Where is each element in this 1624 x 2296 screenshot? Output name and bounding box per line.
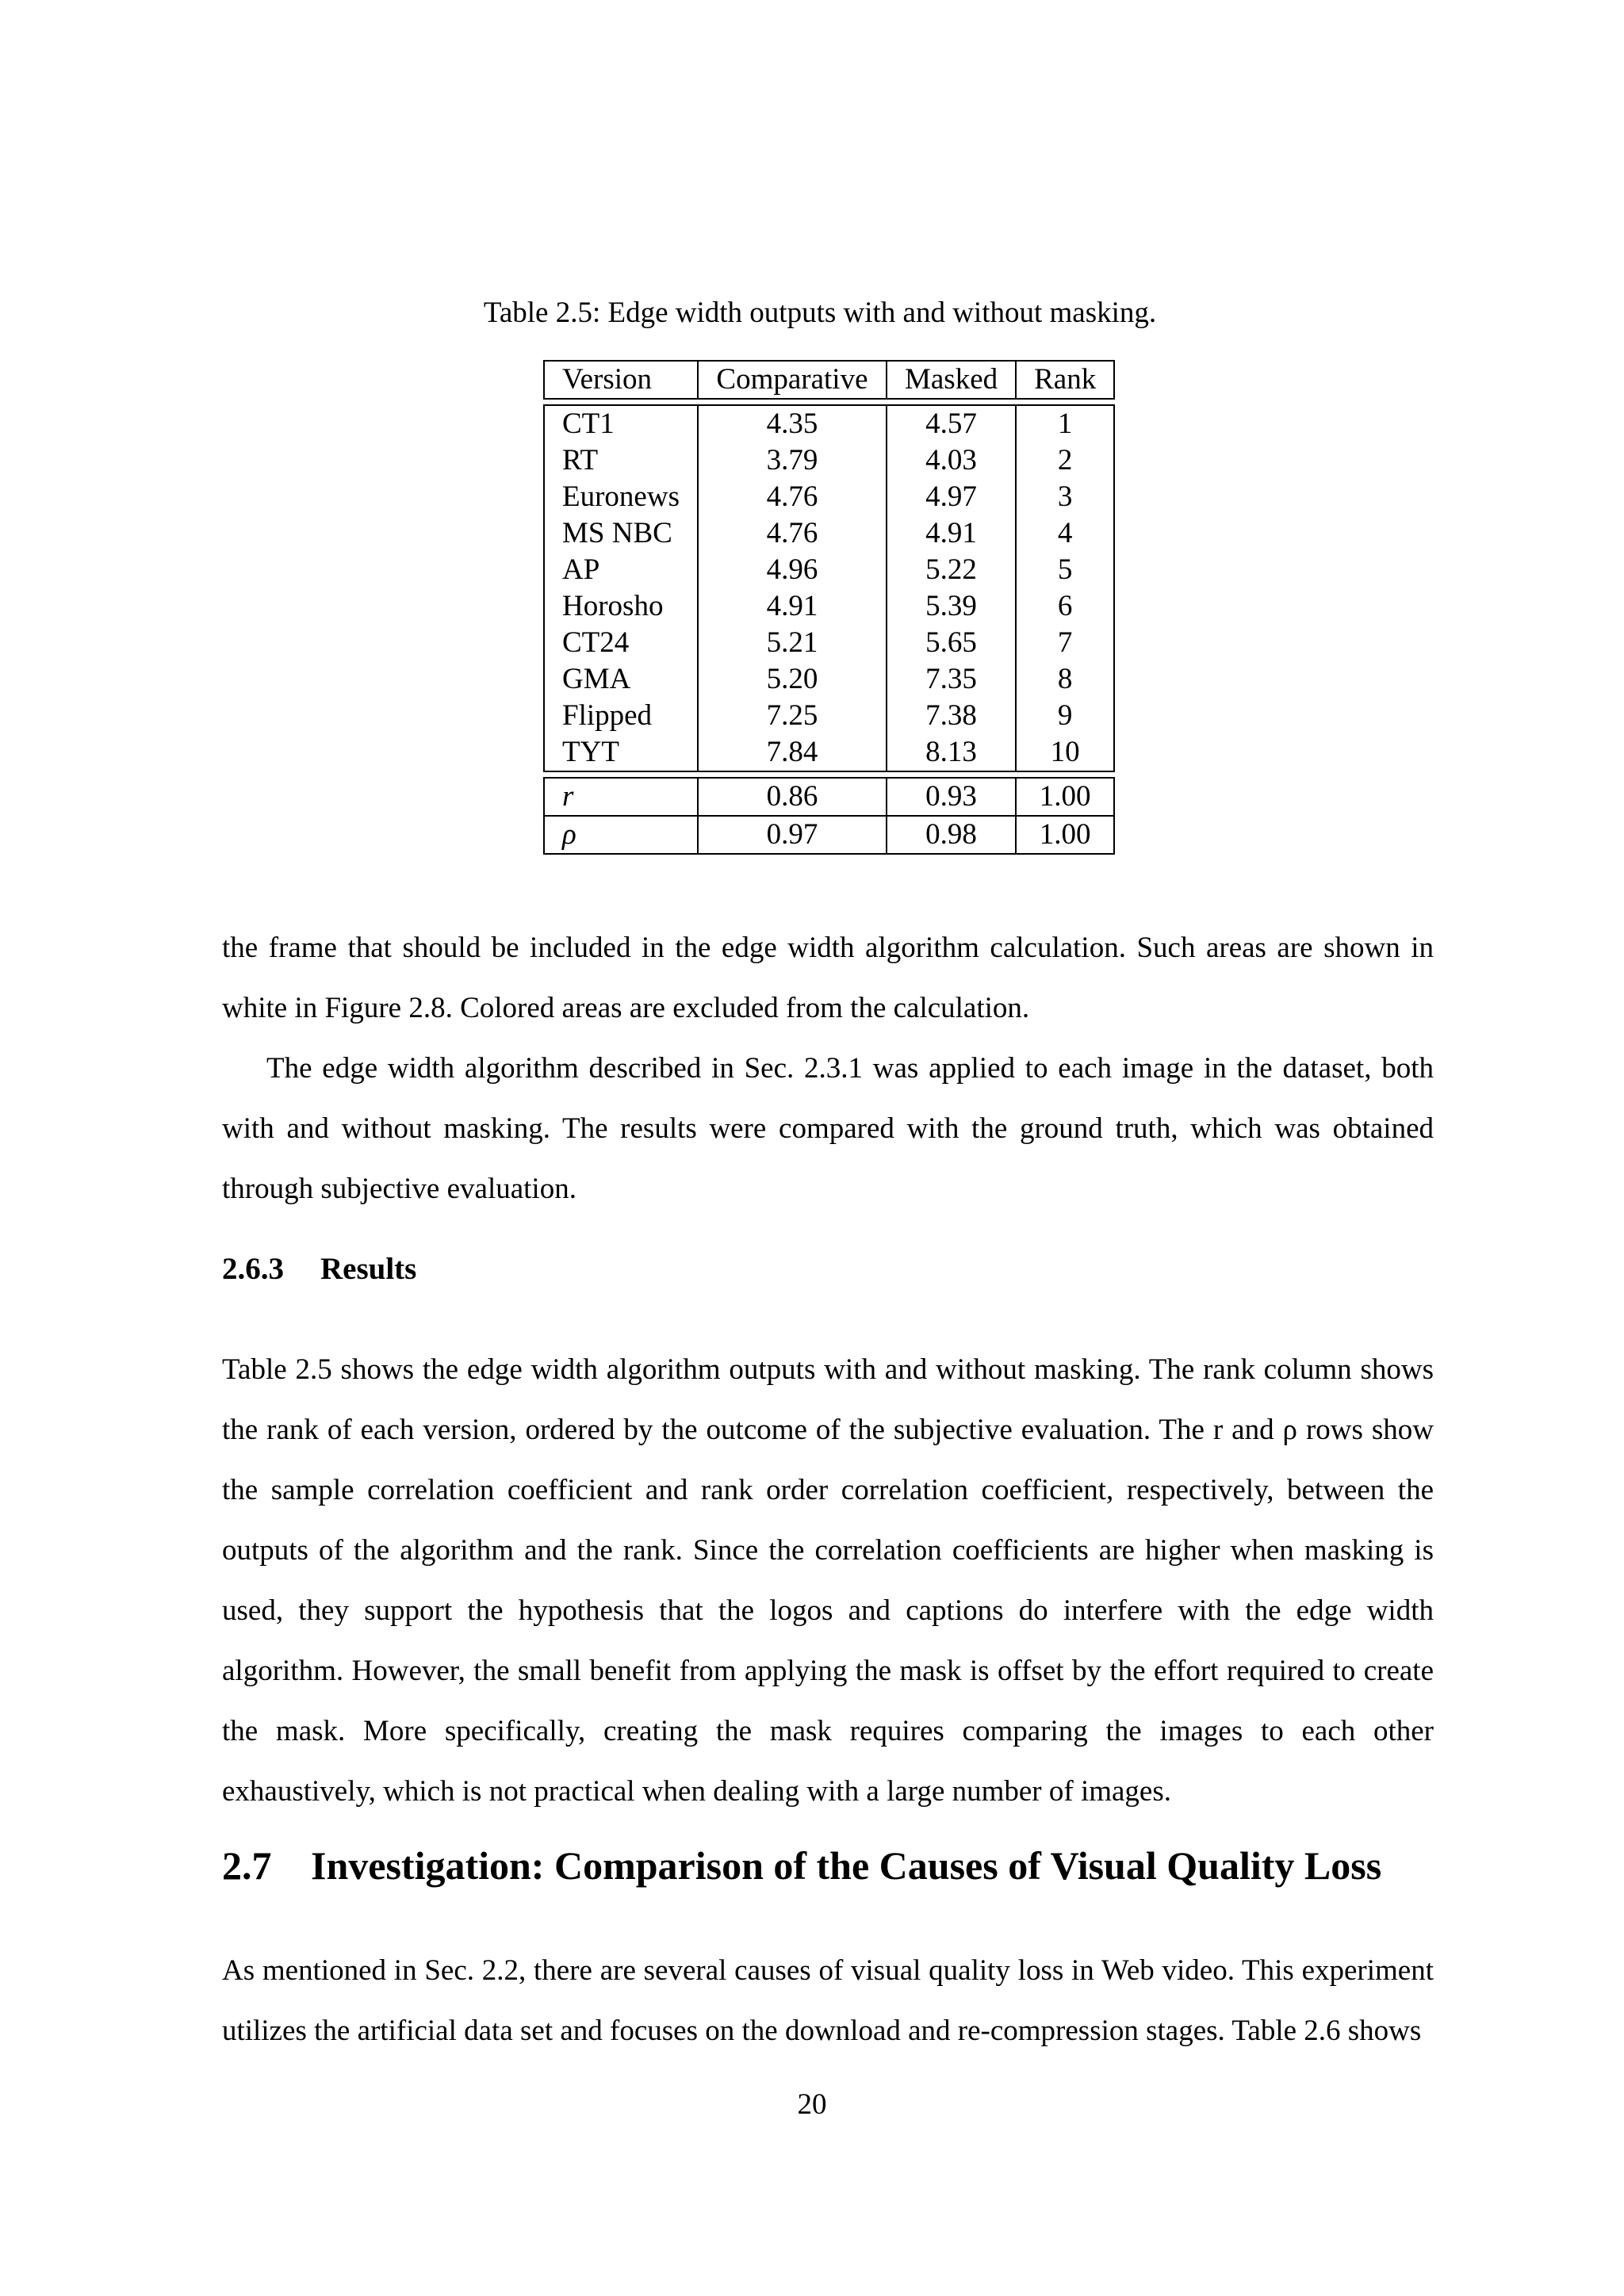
table-caption-text: Table 2.5: Edge width outputs with and without masking.: [483, 297, 1157, 329]
cell-version: Euronews: [544, 479, 698, 515]
stat-label: ρ: [544, 816, 698, 854]
cell-masked: 4.03: [887, 442, 1016, 479]
paragraph-causes: As mentioned in Sec. 2.2, there are several causes of visual quality loss in Web video. This experiment utilizes the artificial data set and focuses on the download and re-compression stages. Table 2.6 shows: [222, 1954, 1434, 2047]
section-title: Results: [320, 1252, 417, 1286]
cell-rank: 5: [1016, 552, 1114, 588]
table-row: [544, 479, 1114, 515]
table-row: [544, 442, 1114, 479]
cell-comparative: 5.20: [698, 661, 887, 698]
stat-rank: 1.00: [1016, 816, 1114, 854]
cell-version: RT: [544, 442, 698, 479]
cell-version: TYT: [544, 734, 698, 771]
stat-masked: 0.93: [887, 778, 1016, 816]
cell-comparative: 3.79: [698, 442, 887, 479]
cell-comparative: 4.76: [698, 479, 887, 515]
header-rank: Rank: [1016, 361, 1114, 399]
cell-masked: 7.35: [887, 661, 1016, 698]
cell-version: CT24: [544, 625, 698, 661]
cell-masked: 8.13: [887, 734, 1016, 771]
table-caption: [0, 295, 1624, 331]
cell-rank: 1: [1016, 405, 1114, 442]
stats-row-r: [544, 778, 1114, 816]
cell-masked: 5.22: [887, 552, 1016, 588]
cell-version: Flipped: [544, 698, 698, 734]
table-body: [544, 405, 1114, 771]
table-header-row: [544, 361, 1114, 399]
table-row: [544, 625, 1114, 661]
cell-masked: 4.97: [887, 479, 1016, 515]
stat-comparative: 0.86: [698, 778, 887, 816]
cell-comparative: 4.76: [698, 515, 887, 552]
table-gap: [544, 399, 1114, 405]
stat-label: r: [544, 778, 698, 816]
table-gap: [544, 771, 1114, 778]
cell-rank: 9: [1016, 698, 1114, 734]
table-row: [544, 588, 1114, 625]
paragraph-mask-areas: the frame that should be included in the edge width algorithm calculation. Such areas are shown in white in Figure 2.8. Colored areas are excluded from the calculation.: [222, 932, 1434, 1024]
paragraph-method: The edge width algorithm described in Sec. 2.3.1 was applied to each image in the dataset, both with and without masking. The results were compared with the ground truth, which was obtained through subjective evaluation.: [222, 1052, 1434, 1205]
cell-version: MS NBC: [544, 515, 698, 552]
cell-version: AP: [544, 552, 698, 588]
edge-width-table: [543, 360, 1115, 855]
cell-comparative: 5.21: [698, 625, 887, 661]
stat-comparative: 0.97: [698, 816, 887, 854]
table-row: [544, 661, 1114, 698]
cell-masked: 5.39: [887, 588, 1016, 625]
cell-masked: 4.91: [887, 515, 1016, 552]
section-heading-results: [222, 1249, 416, 1289]
cell-version: CT1: [544, 405, 698, 442]
paragraph-results: Table 2.5 shows the edge width algorithm outputs with and without masking. The rank column shows the rank of each version, ordered by the outcome of the subjective evaluation. The r and ρ rows show the sample correlation coefficient and rank order correlation coefficient, respectively, between the outputs of the algorithm and the rank. Since the correlation coefficients are higher when masking is used, they support the hypothesis that the logos and captions do interfere with the edge width algorithm. However, the small benefit from applying the mask is offset by the effort required to create the mask. More specifically, creating the mask requires comparing the images to each other exhaustively, which is not practical when dealing with a large number of images.: [222, 1353, 1434, 1808]
stat-masked: 0.98: [887, 816, 1016, 854]
cell-comparative: 4.35: [698, 405, 887, 442]
table-row: [544, 552, 1114, 588]
stats-row-rho: [544, 816, 1114, 854]
cell-masked: 5.65: [887, 625, 1016, 661]
table-row: [544, 734, 1114, 771]
cell-rank: 7: [1016, 625, 1114, 661]
cell-comparative: 7.84: [698, 734, 887, 771]
header-masked: Masked: [887, 361, 1016, 399]
cell-rank: 6: [1016, 588, 1114, 625]
page-number: 20: [797, 2088, 827, 2121]
cell-comparative: 7.25: [698, 698, 887, 734]
cell-comparative: 4.91: [698, 588, 887, 625]
cell-rank: 2: [1016, 442, 1114, 479]
cell-masked: 7.38: [887, 698, 1016, 734]
cell-version: GMA: [544, 661, 698, 698]
section-heading-investigation: [222, 1841, 1381, 1890]
cell-rank: 10: [1016, 734, 1114, 771]
section-number: 2.7: [222, 1843, 272, 1888]
cell-version: Horosho: [544, 588, 698, 625]
table-stats: [544, 778, 1114, 854]
section-number: 2.6.3: [222, 1252, 284, 1286]
cell-rank: 3: [1016, 479, 1114, 515]
cell-comparative: 4.96: [698, 552, 887, 588]
stat-rank: 1.00: [1016, 778, 1114, 816]
header-version: Version: [544, 361, 698, 399]
table-row: [544, 405, 1114, 442]
section-title: Investigation: Comparison of the Causes of Visual Quality Loss: [311, 1843, 1382, 1888]
table-row: [544, 698, 1114, 734]
cell-rank: 4: [1016, 515, 1114, 552]
cell-masked: 4.57: [887, 405, 1016, 442]
table-row: [544, 515, 1114, 552]
header-comparative: Comparative: [698, 361, 887, 399]
cell-rank: 8: [1016, 661, 1114, 698]
